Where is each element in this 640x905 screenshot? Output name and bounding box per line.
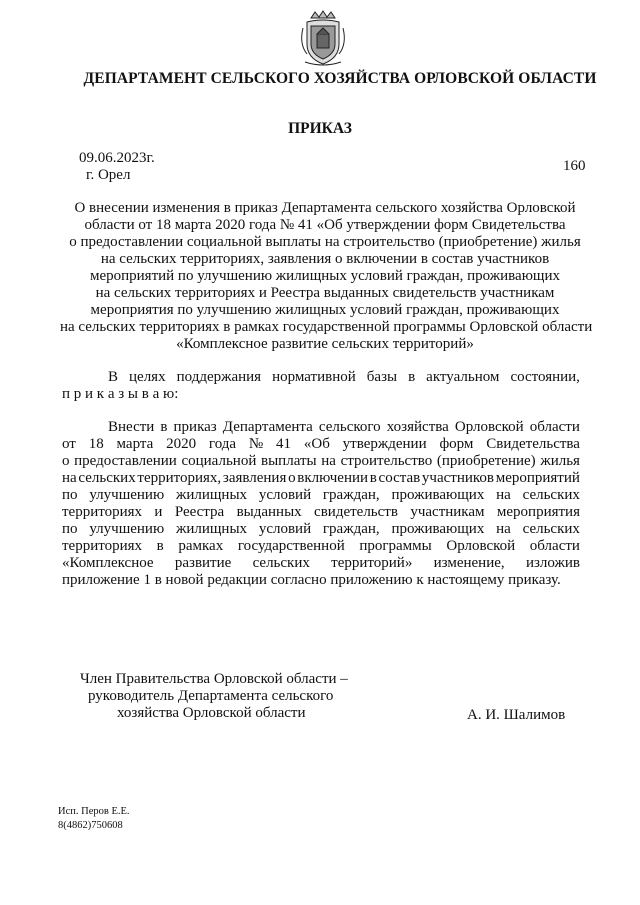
order-city: г. Орел bbox=[86, 167, 131, 183]
executor-name: Исп. Перов Е.Е. bbox=[58, 806, 130, 817]
signatory-position bbox=[80, 671, 348, 722]
paragraph-line: территориях в рамках государственной программы Орловской области bbox=[62, 538, 580, 554]
paragraph-line: Внести в приказ Департамента сельского хозяйства Орловской области bbox=[108, 419, 580, 435]
orel-region-coat-of-arms-icon bbox=[297, 8, 349, 68]
order-subject bbox=[60, 200, 593, 353]
subject-line: «Комплексное развитие сельских территорий» bbox=[176, 336, 474, 352]
document-type-title: ПРИКАЗ bbox=[288, 120, 352, 137]
order-number: 160 bbox=[563, 158, 586, 174]
subject-line: мероприятия по улучшению жилищных условий граждан, проживающих bbox=[90, 302, 560, 318]
signatory-name: А. И. Шалимов bbox=[467, 707, 566, 723]
paragraph-line: п р и к а з ы в а ю: bbox=[62, 386, 179, 402]
signatory-position-line: хозяйства Орловской области bbox=[117, 705, 306, 721]
executor-phone: 8(4862)750608 bbox=[58, 820, 123, 831]
signatory-position-line: Член Правительства Орловской области – bbox=[80, 671, 348, 687]
paragraph-line: «Комплексное развитие сельских территорий» изменение, изложив bbox=[62, 555, 580, 571]
paragraph-line: от 18 марта 2020 года № 41 «Об утверждении форм Свидетельства bbox=[62, 436, 580, 452]
paragraph-line: на сельских территориях, заявления о включении в состав участников мероприятий bbox=[62, 470, 580, 486]
paragraph-line: о предоставлении социальной выплаты на строительство (приобретение) жилья bbox=[62, 453, 580, 469]
subject-line: на сельских территориях, заявления о включении в состав участников bbox=[100, 251, 550, 267]
paragraph-line: территориях и Реестра выданных свидетельств участникам мероприятия bbox=[62, 504, 580, 520]
subject-line: на сельских территориях и Реестра выданных свидетельств участникам bbox=[95, 285, 555, 301]
executor-info bbox=[58, 805, 130, 833]
paragraph-line: по улучшению жилищных условий граждан, проживающих на сельских bbox=[62, 487, 580, 503]
subject-line: области от 18 марта 2020 года № 41 «Об утверждении форм Свидетельства bbox=[84, 217, 566, 233]
order-date: 09.06.2023г. bbox=[79, 150, 155, 166]
paragraph-line: по улучшению жилищных условий граждан, проживающих на сельских bbox=[62, 521, 580, 537]
subject-line: О внесении изменения в приказ Департамента сельского хозяйства Орловской bbox=[74, 200, 576, 216]
signatory-position-line: руководитель Департамента сельского bbox=[88, 688, 334, 704]
subject-line: на сельских территориях в рамках государственной программы Орловской области bbox=[60, 319, 593, 335]
subject-line: о предоставлении социальной выплаты на строительство (приобретение) жилья bbox=[69, 234, 581, 250]
paragraph-line: В целях поддержания нормативной базы в актуальном состоянии, bbox=[108, 369, 580, 385]
subject-line: мероприятий по улучшению жилищных условий граждан, проживающих bbox=[89, 268, 561, 284]
order-body-paragraph bbox=[62, 419, 580, 589]
preamble-paragraph bbox=[62, 369, 580, 403]
paragraph-line: приложение 1 в новой редакции согласно приложению к настоящему приказу. bbox=[62, 572, 561, 588]
department-title: ДЕПАРТАМЕНТ СЕЛЬСКОГО ХОЗЯЙСТВА ОРЛОВСКОЙ ОБЛАСТИ bbox=[83, 70, 597, 87]
